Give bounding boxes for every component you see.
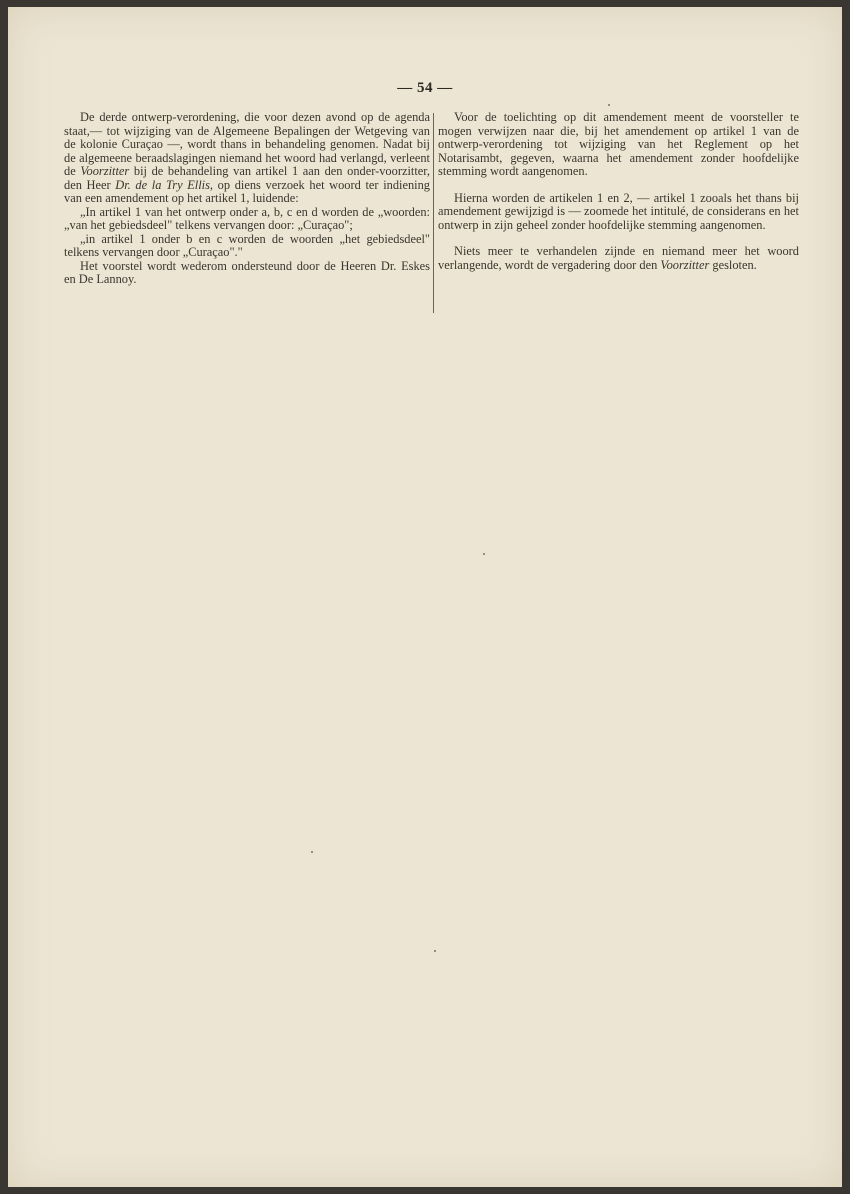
- paper-speck: [311, 851, 313, 853]
- paragraph: Het voorstel wordt wederom ondersteund door de Heeren Dr. Eskes en De Lannoy.: [64, 258, 430, 286]
- right-column: [438, 111, 799, 272]
- paragraph: „In artikel 1 van het ontwerp onder a, b, c en d worden de „woorden: „van het gebiedsdeel" telkens vervangen door: „Curaçao";: [64, 204, 430, 232]
- column-divider: [433, 113, 434, 313]
- paragraph: [64, 111, 430, 206]
- text-run: De derde ontwerp-verordening, die voor dezen avond op de agenda staat,— tot wijziging van de Algemeene Bepalingen der Wetgeving van de kolonie Curaçao —, wordt thans in behandeling genomen. Nadat bij de algemeene beraadslagingen niemand het woord had verlangd, verleent de: [64, 110, 430, 178]
- text-run: op diens verzoek het woord ter indiening van een amendement op het artikel 1, luidende:: [64, 177, 430, 205]
- voorzitter-italic: Voorzitter: [660, 257, 710, 272]
- paragraph: „in artikel 1 onder b en c worden de woorden „het gebiedsdeel" telkens vervangen door „Curaçao".": [64, 231, 430, 259]
- text-run: Niets meer te verhandelen zijnde en niemand meer het woord verlangende, wordt de vergadering door den: [438, 244, 799, 272]
- paragraph: [438, 245, 799, 272]
- paragraph: Hierna worden de artikelen 1 en 2, — artikel 1 zooals het thans bij amendement gewijzigd is — zoomede het intitulé, de considerans en het ontwerp in zijn geheel zonder hoofdelijke stemming aangenomen.: [438, 190, 799, 232]
- text-run: gesloten.: [709, 257, 757, 272]
- left-column: [64, 111, 430, 287]
- person-name-italic: Dr. de la Try Ellis,: [115, 177, 214, 192]
- voorzitter-italic: Voorzitter: [80, 164, 130, 178]
- paper-speck: [483, 553, 485, 555]
- paper-speck: [434, 950, 436, 952]
- text-run: bij de behandeling van artikel 1 aan den onder-voorzitter, den Heer: [64, 164, 430, 192]
- paper-speck: [608, 104, 610, 106]
- paragraph: Voor de toelichting op dit amendement meent de voorsteller te mogen verwijzen naar die, bij het amendement op artikel 1 van de ontwerp-verordening tot wijziging van het Reglement op het Notarisambt, gegeven, waarna het amendement zonder hoofdelijke stemming wordt aangenomen.: [438, 110, 799, 178]
- page-number: — 54 —: [397, 80, 453, 96]
